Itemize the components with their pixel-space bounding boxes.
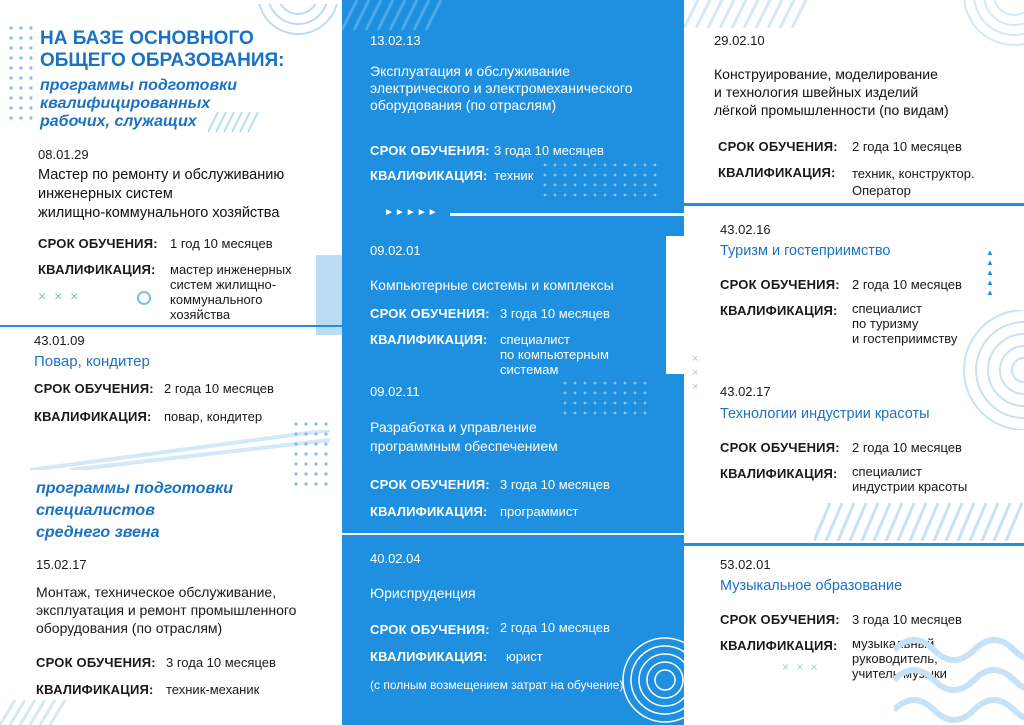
- program-title-line3: оборудования (по отраслям): [36, 620, 223, 636]
- program-title-line1: Конструирование, моделирование: [714, 66, 938, 82]
- hatch-decoration: [208, 112, 318, 132]
- program-title-line3: оборудования (по отраслям): [370, 97, 557, 113]
- qualification-line3: коммунального: [170, 292, 263, 307]
- qualification-line1: мастер инженерных: [170, 262, 292, 277]
- program-title-line1: Разработка и управление: [370, 419, 537, 435]
- term-label: СРОК ОБУЧЕНИЯ:: [370, 477, 490, 492]
- qualification-line2: Оператор: [852, 183, 911, 198]
- qualification-line1: специалист: [852, 301, 923, 316]
- qualification-line1: музыкальный: [852, 636, 935, 651]
- term-label: СРОК ОБУЧЕНИЯ:: [34, 381, 154, 396]
- qualification-line1: техник, конструктор.: [852, 166, 975, 181]
- qualification-value: повар, кондитер: [164, 409, 263, 424]
- program-title-line2: инженерных систем: [38, 186, 173, 202]
- term-label: СРОК ОБУЧЕНИЯ:: [38, 236, 158, 251]
- qualification-line2: по туризму: [852, 316, 919, 331]
- program-title: [370, 418, 558, 456]
- cost-note: (с полным возмещением затрат на обучение): [370, 678, 624, 692]
- qualification-line2: систем жилищно-: [170, 277, 277, 292]
- section-heading: [36, 478, 233, 544]
- main-heading-line2: ОБЩЕГО ОБРАЗОВАНИЯ:: [40, 50, 285, 71]
- qualification-label: КВАЛИФИКАЦИЯ:: [370, 504, 488, 519]
- program-title-line3: лёгкой промышленности (по видам): [714, 102, 949, 118]
- program-title-line2: и технология швейных изделий: [714, 84, 919, 100]
- term-value: 3 года 10 месяцев: [852, 612, 962, 627]
- qualification-label: КВАЛИФИКАЦИЯ:: [370, 168, 488, 183]
- program-title: Туризм и гостеприимство: [720, 243, 891, 259]
- left-panel: [0, 0, 342, 725]
- hatch-decoration: [814, 503, 1024, 541]
- right-panel: [684, 0, 1024, 725]
- program-title-line1: Эксплуатация и обслуживание: [370, 63, 571, 79]
- divider: [0, 325, 342, 327]
- program-code: 09.02.01: [370, 243, 421, 258]
- wave-decoration: [894, 590, 1024, 725]
- hatch-decoration: [0, 700, 342, 725]
- qualification-line3: и гостеприимству: [852, 331, 958, 346]
- ring-decoration: [914, 0, 1024, 60]
- dot-grid-decoration: [542, 162, 672, 198]
- ring-decoration: [134, 288, 154, 308]
- program-title: Повар, кондитер: [34, 353, 150, 370]
- qualification-label: КВАЛИФИКАЦИЯ:: [38, 262, 156, 277]
- qualification-label: КВАЛИФИКАЦИЯ:: [720, 638, 838, 653]
- program-code: 15.02.17: [36, 557, 87, 572]
- divider: [450, 213, 684, 216]
- dot-grid-decoration: [562, 380, 662, 420]
- program-code: 40.02.04: [370, 551, 421, 566]
- qualification-label: КВАЛИФИКАЦИЯ:: [36, 682, 154, 697]
- program-title: Юриспруденция: [370, 585, 476, 601]
- program-title-line2: программным обеспечением: [370, 438, 558, 454]
- qualification-label: КВАЛИФИКАЦИЯ:: [370, 332, 488, 347]
- term-value: 3 года 10 месяцев: [500, 477, 610, 492]
- term-value: 2 года 10 месяцев: [852, 440, 962, 455]
- term-label: СРОК ОБУЧЕНИЯ:: [720, 612, 840, 627]
- qualification-line2: индустрии красоты: [852, 479, 968, 494]
- main-heading: [40, 28, 285, 72]
- qualification-line2: руководитель,: [852, 651, 938, 666]
- qualification-value: [852, 165, 975, 199]
- dot-grid-decoration: [8, 25, 38, 130]
- term-value: 3 года 10 месяцев: [500, 306, 610, 321]
- term-value: 3 года 10 месяцев: [166, 655, 276, 670]
- main-heading-line1: НА БАЗЕ ОСНОВНОГО: [40, 28, 254, 49]
- term-label: СРОК ОБУЧЕНИЯ:: [720, 440, 840, 455]
- program-title: [36, 583, 296, 637]
- qualification-line4: хозяйства: [170, 307, 231, 322]
- term-label: СРОК ОБУЧЕНИЯ:: [370, 306, 490, 321]
- qualification-line1: специалист: [852, 464, 923, 479]
- program-code: 08.01.29: [38, 147, 89, 162]
- qualification-value: техник: [494, 168, 534, 183]
- program-title: [714, 65, 949, 119]
- program-title: [38, 166, 284, 223]
- program-title-line1: Монтаж, техническое обслуживание,: [36, 584, 277, 600]
- term-value: 3 года 10 месяцев: [494, 143, 604, 158]
- ring-decoration: [610, 620, 684, 725]
- divider: [684, 543, 1024, 546]
- qualification-line3: учитель музыки: [852, 666, 947, 681]
- term-value: 2 года 10 месяцев: [852, 277, 962, 292]
- qualification-value: [500, 332, 609, 377]
- term-label: СРОК ОБУЧЕНИЯ:: [718, 139, 838, 154]
- block-decoration: [316, 255, 342, 335]
- qualification-label: КВАЛИФИКАЦИЯ:: [720, 466, 838, 481]
- term-value: 2 года 10 месяцев: [852, 139, 962, 154]
- divider: [342, 533, 684, 535]
- divider: [684, 203, 1024, 206]
- sub-heading-line2: квалифицированных: [40, 95, 211, 112]
- block-decoration: [666, 236, 684, 374]
- program-title-line1: Мастер по ремонту и обслуживанию: [38, 167, 285, 183]
- qualification-value: юрист: [506, 649, 543, 664]
- program-title-line2: эксплуатация и ремонт промышленного: [36, 602, 297, 618]
- program-code: 29.02.10: [714, 33, 765, 48]
- sub-heading-line3: рабочих, служащих: [40, 113, 197, 130]
- cross-marks-decoration: × × ×: [782, 660, 820, 674]
- sub-heading-line1: программы подготовки: [40, 77, 237, 94]
- qualification-value: техник-механик: [166, 682, 260, 697]
- program-title-line3: жилищно-коммунального хозяйства: [38, 205, 280, 221]
- term-label: СРОК ОБУЧЕНИЯ:: [370, 622, 490, 637]
- hatch-decoration: [684, 0, 824, 28]
- triangle-icon: ▲: [986, 268, 994, 277]
- qualification-value: программист: [500, 504, 579, 519]
- qualification-line2: по компьютерным: [500, 347, 609, 362]
- qualification-label: КВАЛИФИКАЦИЯ:: [720, 303, 838, 318]
- triangle-icon: ▲: [986, 288, 994, 297]
- triangle-icon: ▲: [986, 258, 994, 267]
- program-title-line2: электрического и электромеханического: [370, 80, 633, 96]
- program-code: 43.02.17: [720, 384, 771, 399]
- triangle-marks-decoration: [986, 248, 994, 298]
- qualification-line3: системам: [500, 362, 559, 377]
- term-value: 2 года 10 месяцев: [164, 381, 274, 396]
- section-heading-line3: среднего звена: [36, 524, 160, 541]
- cross-marks-decoration: × × ×: [38, 288, 81, 304]
- term-value: 2 года 10 месяцев: [500, 620, 610, 635]
- diagonal-lines-decoration: [30, 430, 330, 470]
- qualification-line1: специалист: [500, 332, 571, 347]
- qualification-label: КВАЛИФИКАЦИЯ:: [718, 165, 836, 180]
- qualification-label: КВАЛИФИКАЦИЯ:: [370, 649, 488, 664]
- term-label: СРОК ОБУЧЕНИЯ:: [720, 277, 840, 292]
- program-code: 43.01.09: [34, 333, 85, 348]
- term-label: СРОК ОБУЧЕНИЯ:: [36, 655, 156, 670]
- qualification-value: [170, 262, 292, 322]
- term-label: СРОК ОБУЧЕНИЯ:: [370, 143, 490, 158]
- triangle-icon: ▲: [986, 248, 994, 257]
- section-heading-line1: программы подготовки: [36, 480, 233, 497]
- cross-marks-decoration: [692, 352, 700, 394]
- program-title: Компьютерные системы и комплексы: [370, 277, 614, 293]
- program-code: 13.02.13: [370, 33, 421, 48]
- cross-icon: × × ×: [692, 353, 699, 393]
- ring-decoration: [934, 310, 1024, 430]
- triangle-icon: ▲: [986, 278, 994, 287]
- hatch-decoration: [342, 0, 452, 30]
- section-heading-line2: специалистов: [36, 502, 155, 519]
- middle-panel: [342, 0, 684, 725]
- program-title: Музыкальное образование: [720, 578, 903, 594]
- program-title: [370, 63, 633, 114]
- program-code: 43.02.16: [720, 222, 771, 237]
- dot-grid-decoration: [292, 420, 342, 500]
- program-title: Технологии индустрии красоты: [720, 406, 930, 422]
- program-code: 53.02.01: [720, 557, 771, 572]
- qualification-value: [852, 464, 967, 494]
- qualification-label: КВАЛИФИКАЦИЯ:: [34, 409, 152, 424]
- arrows-decoration: ►►►►►: [384, 207, 439, 218]
- program-code: 09.02.11: [370, 384, 420, 399]
- term-value: 1 год 10 месяцев: [170, 236, 273, 251]
